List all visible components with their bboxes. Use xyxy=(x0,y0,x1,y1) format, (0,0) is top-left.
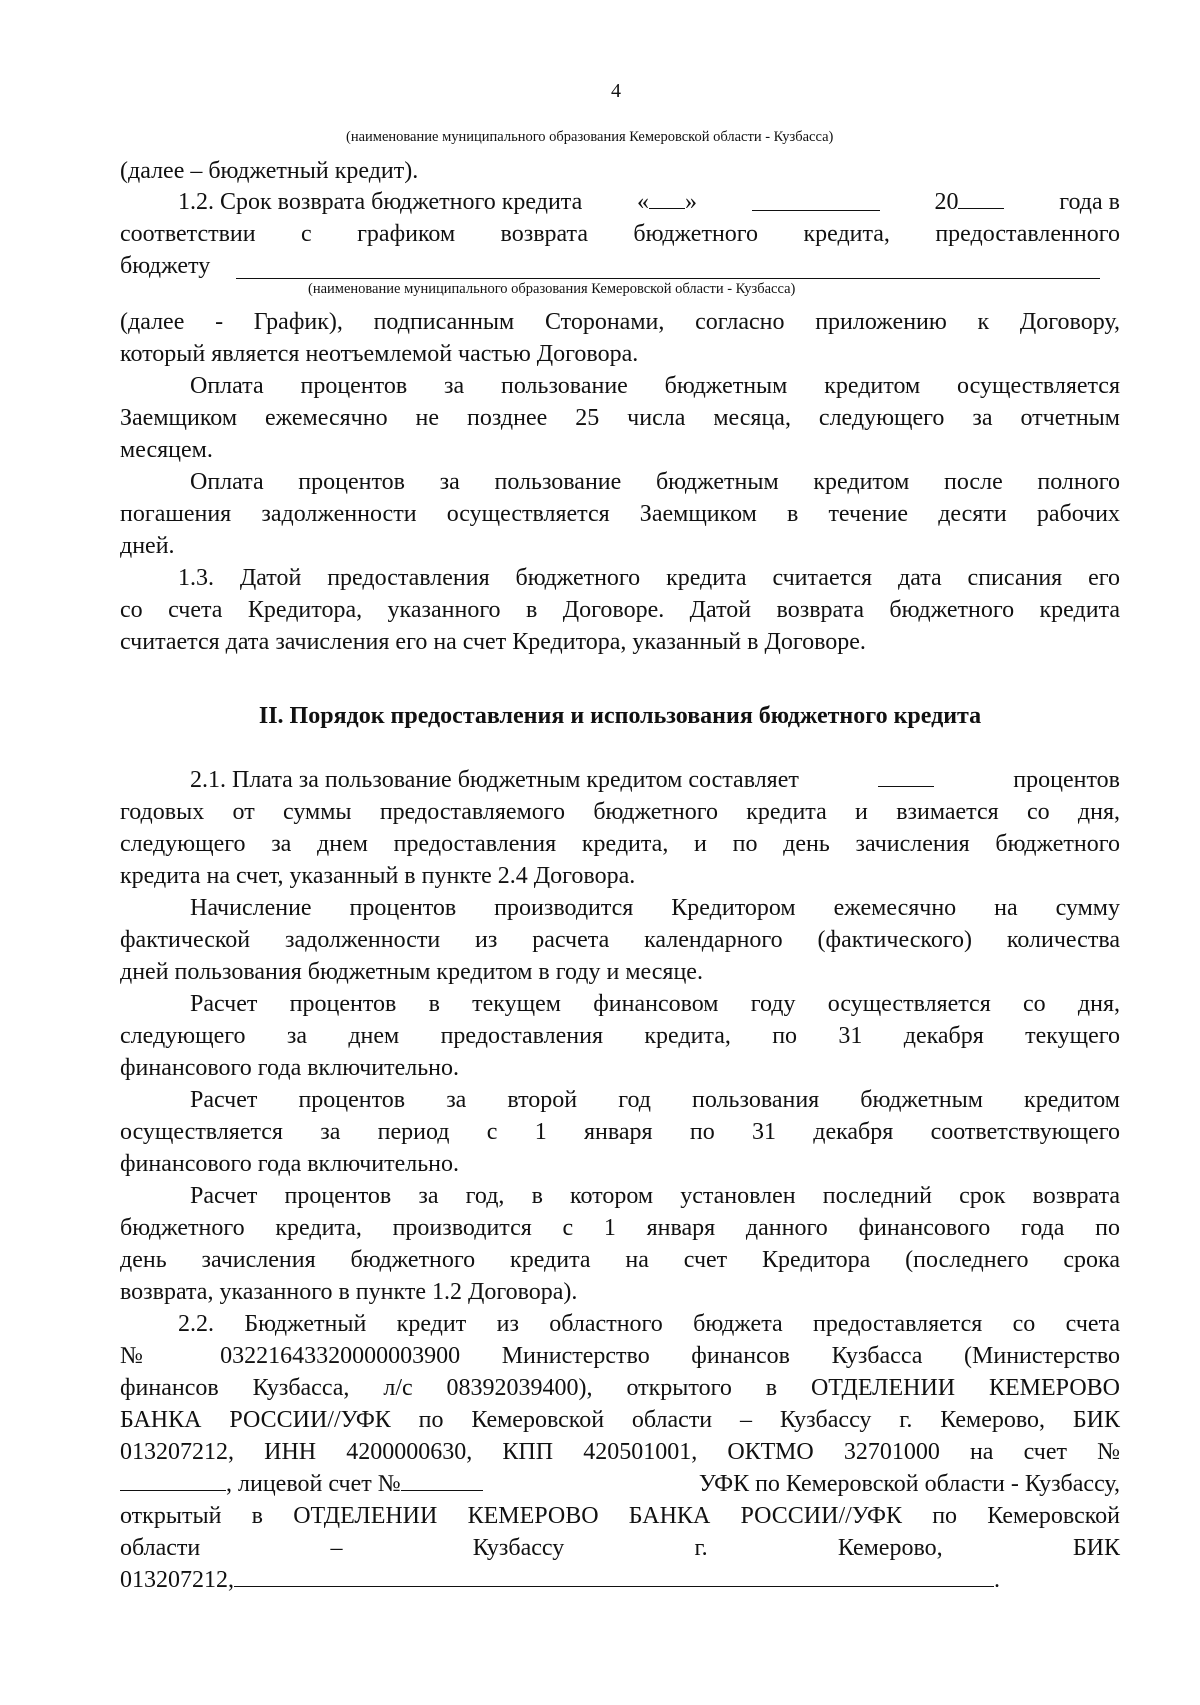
text-line: финансов Кузбасса, л/с 08392039400), открытого в ОТДЕЛЕНИИ КЕМЕРОВО xyxy=(120,1375,1120,1401)
budget-blank-line xyxy=(236,278,1100,279)
text-line: фактической задолженности из расчета календарного (фактического) количества xyxy=(120,927,1120,953)
text-line: финансового года включительно. xyxy=(120,1151,460,1177)
text-line: 013207212, ИНН 4200000630, КПП 420501001, ОКТМО 32701000 на счет № xyxy=(120,1439,1120,1465)
bik-value: 013207212, xyxy=(120,1567,234,1593)
text-line-term xyxy=(178,186,1120,218)
text-line: № 03221643320000003900 Министерство финансов Кузбасса (Министерство xyxy=(120,1343,1120,1369)
section-heading: II. Порядок предоставления и использования бюджетного кредита xyxy=(258,703,982,729)
text-line: Расчет процентов за второй год пользования бюджетным кредитом xyxy=(190,1087,1120,1113)
rate-unit: процентов xyxy=(1013,767,1120,793)
word: БИК xyxy=(1072,1535,1120,1561)
term-text: 1.2. Срок возврата бюджетного кредита xyxy=(178,189,583,215)
text-line: следующего за днем предоставления кредита, по 31 декабря текущего xyxy=(120,1023,1120,1049)
period: . xyxy=(994,1567,1000,1593)
word: области xyxy=(120,1535,201,1561)
text-line: БАНКА РОССИИ//УФК по Кемеровской области – Кузбассу г. Кемерово, БИК xyxy=(120,1407,1120,1433)
personal-account-blank xyxy=(401,1468,483,1491)
word: Кемерово, xyxy=(837,1535,943,1561)
term-end: года в xyxy=(1059,189,1120,215)
account-blank xyxy=(120,1468,226,1491)
text-line: со счета Кредитора, указанного в Договоре. Датой возврата бюджетного кредита xyxy=(120,597,1120,623)
text-line: 2.2. Бюджетный кредит из областного бюджета предоставляется со счета xyxy=(178,1311,1120,1337)
word: – xyxy=(330,1535,343,1561)
text-line: бюджетного кредита, производится с 1 января данного финансового года по xyxy=(120,1215,1120,1241)
text-line-account xyxy=(120,1468,1120,1500)
account-right: УФК по Кемеровской области - Кузбассу, xyxy=(698,1471,1120,1497)
rate-blank xyxy=(878,764,934,787)
text-line: (далее – бюджетный кредит). xyxy=(120,158,419,184)
text-line-bik xyxy=(120,1564,1120,1596)
term-month-blank xyxy=(752,188,880,211)
text-line: (далее - График), подписанным Сторонами, согласно приложению к Договору, xyxy=(120,309,1120,335)
text-line: считается дата зачисления его на счет Кредитора, указанный в Договоре. xyxy=(120,629,866,655)
text-line: Оплата процентов за пользование бюджетным кредитом после полного xyxy=(190,469,1120,495)
text-line: Расчет процентов в текущем финансовом году осуществляется со дня, xyxy=(190,991,1120,1017)
text-line: дней пользования бюджетным кредитом в году и месяце. xyxy=(120,959,703,985)
text-line: годовых от суммы предоставляемого бюджетного кредита и взимается со дня, xyxy=(120,799,1120,825)
text-line: осуществляется за период с 1 января по 31 декабря соответствующего xyxy=(120,1119,1120,1145)
text-line: погашения задолженности осуществляется Заемщиком в течение десяти рабочих xyxy=(120,501,1120,527)
text-line-region xyxy=(120,1532,1120,1564)
rate-text: 2.1. Плата за пользование бюджетным кредитом составляет xyxy=(190,767,799,793)
caption-municipality-1: (наименование муниципального образования Кемеровской области - Кузбасса) xyxy=(346,129,834,145)
term-day: « » xyxy=(637,186,697,218)
text-line: месяцем. xyxy=(120,437,213,463)
text-line: кредита на счет, указанный в пункте 2.4 Договора. xyxy=(120,863,636,889)
word: г. xyxy=(694,1535,708,1561)
text-line: день зачисления бюджетного кредита на счет Кредитора (последнего срока xyxy=(120,1247,1120,1273)
budget-label: бюджету xyxy=(120,253,211,279)
text-line: Расчет процентов за год, в котором установлен последний срок возврата xyxy=(190,1183,1120,1209)
term-year: 20 xyxy=(934,186,1004,218)
text-line: соответствии с графиком возврата бюджетного кредита, предоставленного xyxy=(120,221,1120,247)
text-line: дней. xyxy=(120,533,175,559)
text-line: открытый в ОТДЕЛЕНИИ КЕМЕРОВО БАНКА РОССИИ//УФК по Кемеровской xyxy=(120,1503,1120,1529)
text-line: Заемщиком ежемесячно не позднее 25 числа месяца, следующего за отчетным xyxy=(120,405,1120,431)
caption-municipality-2: (наименование муниципального образования Кемеровской области - Кузбасса) xyxy=(308,281,796,297)
text-line: финансового года включительно. xyxy=(120,1055,460,1081)
account-left: , лицевой счет № xyxy=(120,1468,483,1500)
word: Кузбассу xyxy=(472,1535,565,1561)
text-line: который является неотъемлемой частью Договора. xyxy=(120,341,639,367)
text-line: Оплата процентов за пользование бюджетным кредитом осуществляется xyxy=(190,373,1120,399)
text-line-rate xyxy=(190,764,1120,796)
text-line: возврата, указанного в пункте 1.2 Договора). xyxy=(120,1279,578,1305)
page-number: 4 xyxy=(611,80,621,102)
text-line: следующего за днем предоставления кредита, и по день зачисления бюджетного xyxy=(120,831,1120,857)
bik-blank xyxy=(234,1564,994,1587)
text-line: Начисление процентов производится Кредитором ежемесячно на сумму xyxy=(190,895,1120,921)
text-line: 1.3. Датой предоставления бюджетного кредита считается дата списания его xyxy=(178,565,1120,591)
